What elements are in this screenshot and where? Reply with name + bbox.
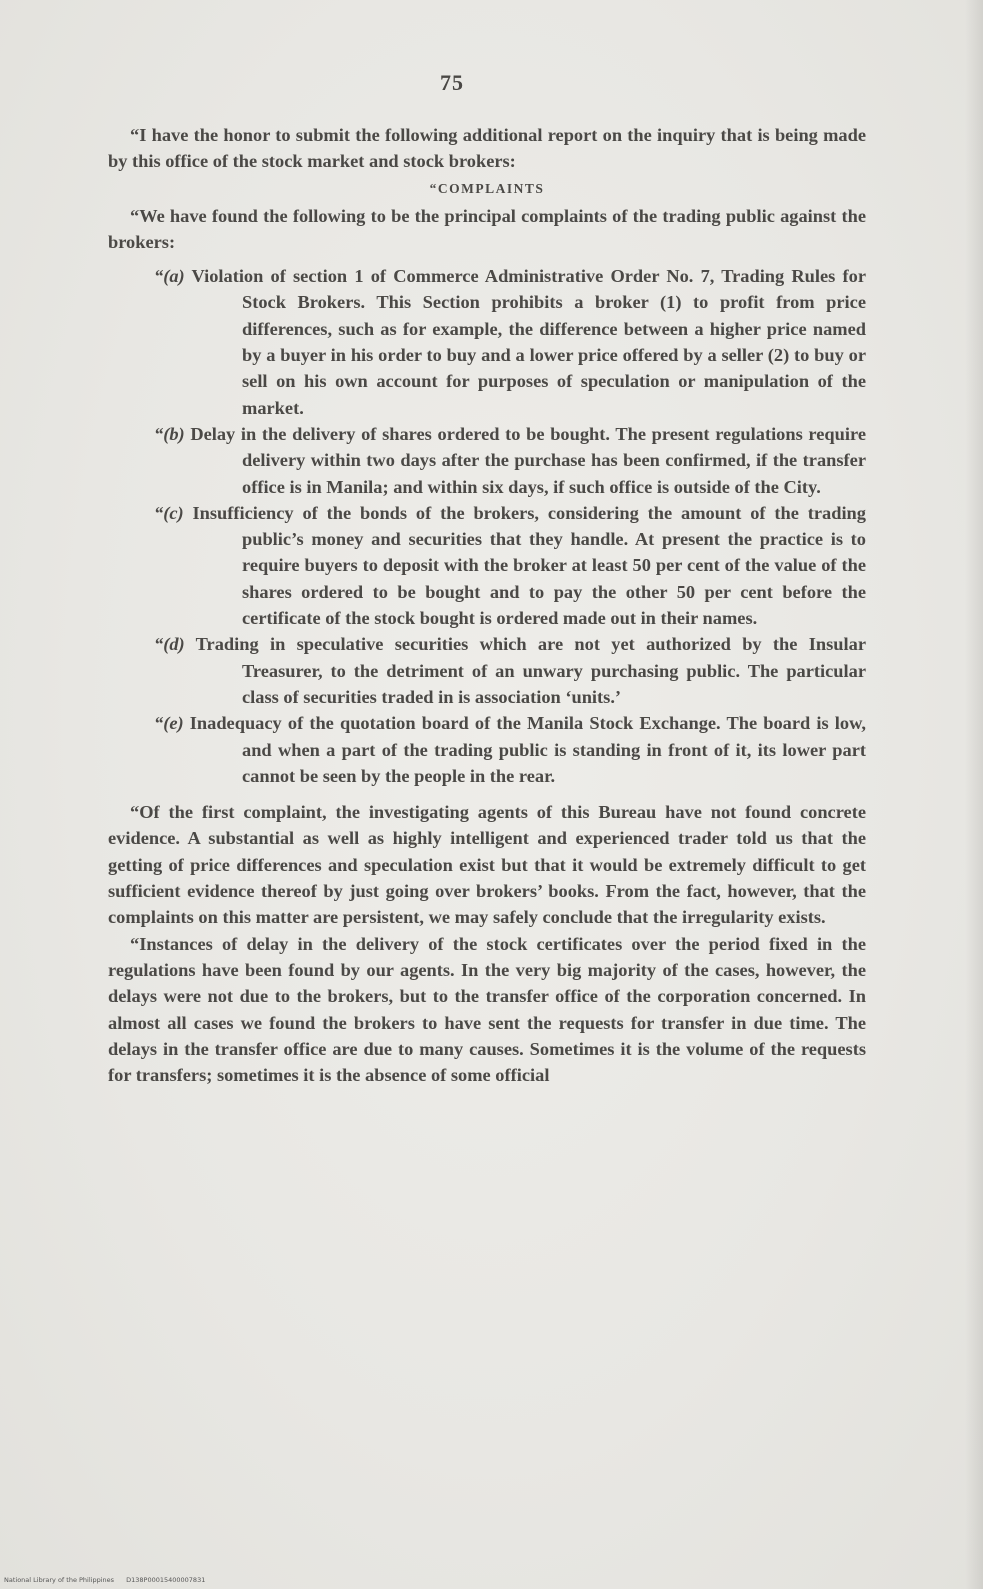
complaint-text: Violation of section 1 of Commerce Administrative Order No. 7, Trading Rules for Stock Brokers. This Section prohibits a broker (1) to profit from price differences, such as for example, the difference between a higher price named by a buyer in his order to buy and a lower price offered by a seller (2) to buy or sell on his own account for purposes of speculation or manipulation of the market. [191,266,866,418]
complaints-intro-paragraph: “We have found the following to be the principal complaints of the trading public against the brokers: [108,205,866,252]
footer-library: National Library of the Philippines [4,1576,115,1584]
complaint-item-a [108,263,866,421]
complaint-item-d [108,631,866,710]
page-number: 75 [440,70,464,95]
scan-footer [4,1576,215,1584]
document-body [108,122,866,1088]
footer-code: D138P00015400007831 [126,1576,206,1584]
complaint-text: Inadequacy of the quotation board of the Manila Stock Exchange. The board is low, and when a part of the trading public is standing in front of it, its lower part cannot be seen by the people in the rear. [189,713,866,786]
complaint-text: Delay in the delivery of shares ordered to be bought. The present regulations require delivery within two days after the purchase has been confirmed, if the transfer office is in Manila; and within six days, if such office is outside of the City. [190,423,866,497]
page-edge-shadow [965,0,983,1589]
complaint-label: “(a) [154,266,185,287]
delay-paragraph: “Instances of delay in the delivery of the stock certificates over the period fixed in the regulations have been found by our agents. In the very big majority of the cases, however, the delays were not due to the brokers, but to the transfer office of the corporation concerned. In almost all cases we found the brokers to have sent the requests for transfer in due time. The delays in the transfer office are due to many causes. Sometimes it is the volume of the requests for transfers; sometimes it is the absence of some official [108,933,866,1086]
complaint-text: Trading in speculative securities which are not yet authorized by the Insular Treasurer, to the detriment of an unwary purchasing public. The particular class of securities traded in is association ‘units.’ [195,634,866,707]
complaint-label: “(e) [154,713,184,734]
complaint-text: Insufficiency of the bonds of the brokers, considering the amount of the trading public’s money and securities that they handle. At present the practice is to require buyers to deposit with the broker at least 50 per cent of the value of the shares ordered to be bought and to pay the other 50 per cent before the certificate of the stock bought is ordered made out in their names. [192,502,866,629]
complaint-item-c [108,500,866,631]
first-complaint-paragraph: “Of the first complaint, the investigating agents of this Bureau have not found concrete evidence. A substantial as well as highly intelligent and experienced trader told us that the getting of price differences and speculation exist but that it would be extremely difficult to get sufficient evidence thereof by just going over brokers’ books. From the fact, however, that the complaints on this matter are persistent, we may safely conclude that the irregularity exists. [108,802,866,928]
complaint-item-e [108,710,866,789]
complaint-label: “(c) [154,502,184,523]
section-heading: “COMPLAINTS [429,180,545,196]
complaint-label: “(d) [154,634,185,655]
complaint-label: “(b) [154,423,185,444]
complaint-item-b [108,421,866,500]
intro-paragraph: “I have the honor to submit the following additional report on the inquiry that is being made by this office of the stock market and stock brokers: [108,125,866,172]
